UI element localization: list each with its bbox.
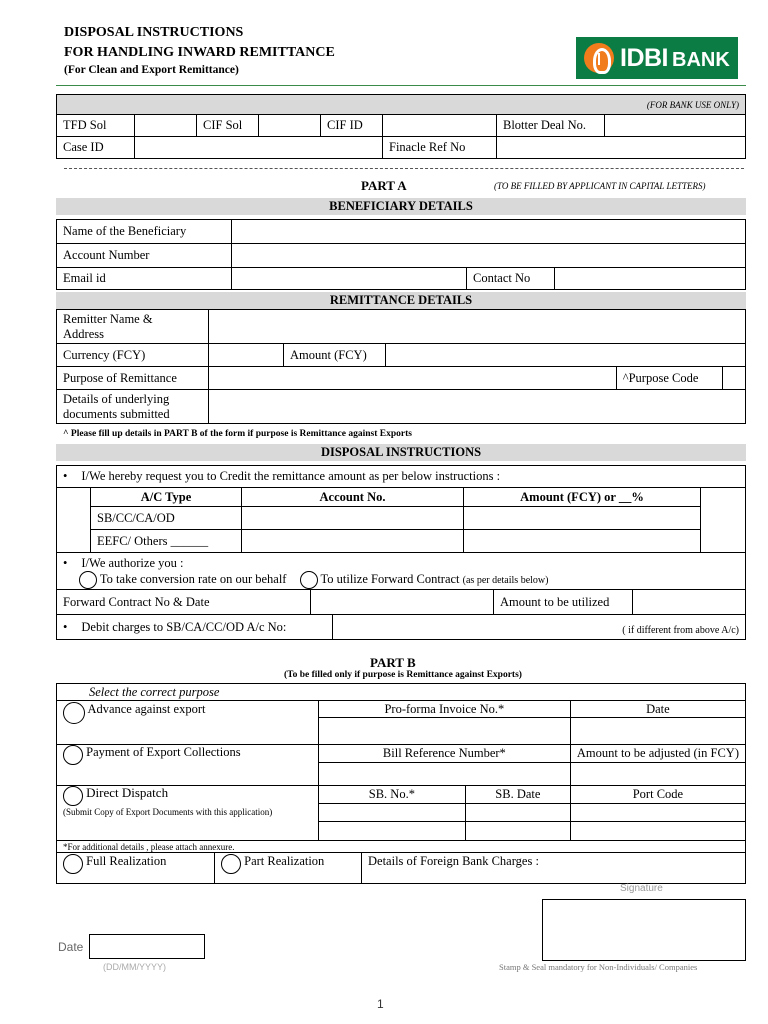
forward-no-label: Forward Contract No & Date bbox=[57, 590, 311, 615]
proforma-field[interactable] bbox=[318, 718, 570, 745]
part-b-footnote: ^ Please fill up details in PART B of the form if purpose is Remittance against Exports bbox=[63, 429, 412, 439]
port-code-field-1[interactable] bbox=[570, 804, 745, 822]
sb-no-label: SB. No.* bbox=[318, 786, 465, 804]
bank-logo-text: IDBI bbox=[620, 43, 668, 72]
docs-field[interactable] bbox=[209, 390, 746, 424]
forward-no-field[interactable] bbox=[311, 590, 494, 615]
realization-table bbox=[56, 852, 746, 884]
part-a-note: (TO BE FILLED BY APPLICANT IN CAPITAL LETTERS) bbox=[494, 181, 706, 191]
date-footer-label: Date bbox=[58, 940, 84, 954]
amount-adjusted-field[interactable] bbox=[570, 763, 745, 786]
cif-sol-field[interactable] bbox=[259, 115, 321, 137]
remitter-name-label-1: Remitter Name & bbox=[63, 311, 153, 326]
amount-field-2[interactable] bbox=[464, 530, 701, 553]
direct-dispatch-note: (Submit Copy of Export Documents with this application) bbox=[63, 807, 273, 817]
cif-id-label: CIF ID bbox=[321, 115, 383, 137]
tfd-sol-field[interactable] bbox=[135, 115, 197, 137]
stamp-note: Stamp & Seal mandatory for Non-Individuals/ Companies bbox=[499, 962, 698, 972]
sb-no-field-1[interactable] bbox=[318, 804, 465, 822]
forward-contract-label: To utilize Forward Contract bbox=[320, 572, 460, 586]
part-a-heading: PART A bbox=[361, 178, 407, 193]
finacle-label: Finacle Ref No bbox=[383, 137, 497, 159]
bank-use-table bbox=[56, 94, 746, 159]
debit-table bbox=[56, 614, 746, 640]
authorize-text: • I/We authorize you : bbox=[63, 556, 183, 570]
amount-utilized-field[interactable] bbox=[633, 590, 746, 615]
remittance-band: REMITTANCE DETAILS bbox=[56, 292, 746, 309]
remitter-name-field[interactable] bbox=[209, 310, 746, 344]
part-b-table bbox=[56, 683, 746, 854]
disposal-table bbox=[56, 465, 746, 553]
account-number-field[interactable] bbox=[232, 244, 746, 268]
part-realization-radio[interactable] bbox=[221, 854, 241, 874]
ac-type-eefc: EEFC/ Others ______ bbox=[91, 530, 242, 553]
sb-date-field-1[interactable] bbox=[465, 804, 570, 822]
purpose-field[interactable] bbox=[209, 367, 617, 390]
payment-radio[interactable] bbox=[63, 745, 83, 765]
bank-use-note: (FOR BANK USE ONLY) bbox=[57, 95, 746, 115]
col-amount: Amount (FCY) or __% bbox=[464, 488, 701, 507]
request-text: • I/We hereby request you to Credit the remittance amount as per below instructions : bbox=[63, 469, 500, 483]
case-id-field[interactable] bbox=[135, 137, 383, 159]
amount-field[interactable] bbox=[386, 344, 746, 367]
ac-type-sb: SB/CC/CA/OD bbox=[91, 507, 242, 530]
forward-contract-radio[interactable] bbox=[300, 571, 318, 589]
foreign-charges-field[interactable] bbox=[362, 853, 746, 884]
date-format-hint: (DD/MM/YYYY) bbox=[103, 962, 166, 972]
blotter-label: Blotter Deal No. bbox=[497, 115, 605, 137]
sb-no-field-2[interactable] bbox=[318, 822, 465, 841]
disposal-band: DISPOSAL INSTRUCTIONS bbox=[56, 444, 746, 461]
email-label: Email id bbox=[57, 268, 232, 290]
blotter-field[interactable] bbox=[605, 115, 746, 137]
bank-logo-icon bbox=[584, 43, 614, 73]
debit-note: ( if different from above A/c) bbox=[622, 625, 739, 636]
advance-label: Advance against export bbox=[87, 702, 206, 716]
cif-id-field[interactable] bbox=[383, 115, 497, 137]
debit-label: • Debit charges to SB/CA/CC/OD A/c No: bbox=[63, 620, 286, 634]
date-label: Date bbox=[570, 701, 745, 718]
bank-logo bbox=[576, 37, 738, 79]
col-account-no: Account No. bbox=[242, 488, 464, 507]
contact-label: Contact No bbox=[467, 268, 555, 290]
account-no-field-1[interactable] bbox=[242, 507, 464, 530]
purpose-code-label: ^Purpose Code bbox=[616, 367, 722, 390]
finacle-field[interactable] bbox=[497, 137, 746, 159]
currency-field[interactable] bbox=[209, 344, 284, 367]
cif-sol-label: CIF Sol bbox=[197, 115, 259, 137]
part-realization-label: Part Realization bbox=[244, 854, 325, 868]
proforma-date-field[interactable] bbox=[570, 718, 745, 745]
beneficiary-name-label: Name of the Beneficiary bbox=[57, 220, 232, 244]
signature-box[interactable] bbox=[542, 899, 746, 961]
forward-contract-note: (as per details below) bbox=[462, 575, 549, 586]
conversion-rate-radio[interactable] bbox=[79, 571, 97, 589]
tfd-sol-label: TFD Sol bbox=[57, 115, 135, 137]
amount-label: Amount (FCY) bbox=[284, 344, 386, 367]
amount-utilized-label: Amount to be utilized bbox=[494, 590, 633, 615]
contact-field[interactable] bbox=[555, 268, 746, 290]
select-purpose: Select the correct purpose bbox=[57, 684, 746, 701]
remitter-name-label-2: Address bbox=[63, 326, 104, 341]
email-field[interactable] bbox=[232, 268, 467, 290]
date-footer-field[interactable] bbox=[89, 934, 205, 959]
col-ac-type: A/C Type bbox=[91, 488, 242, 507]
direct-dispatch-label: Direct Dispatch bbox=[86, 785, 169, 800]
page-number: 1 bbox=[377, 997, 384, 1011]
form-title-line1: DISPOSAL INSTRUCTIONS bbox=[64, 25, 244, 40]
sb-date-label: SB. Date bbox=[465, 786, 570, 804]
beneficiary-table bbox=[56, 219, 746, 290]
account-no-field-2[interactable] bbox=[242, 530, 464, 553]
payment-label: Payment of Export Collections bbox=[86, 745, 241, 759]
full-realization-radio[interactable] bbox=[63, 854, 83, 874]
proforma-label: Pro-forma Invoice No.* bbox=[318, 701, 570, 718]
currency-label: Currency (FCY) bbox=[57, 344, 209, 367]
part-b-note: (To be filled only if purpose is Remittance against Exports) bbox=[284, 670, 522, 680]
sb-date-field-2[interactable] bbox=[465, 822, 570, 841]
beneficiary-name-field[interactable] bbox=[232, 220, 746, 244]
purpose-code-field[interactable] bbox=[722, 367, 745, 390]
foreign-charges-label: Details of Foreign Bank Charges : bbox=[368, 854, 539, 868]
docs-label-2: documents submitted bbox=[63, 406, 170, 421]
case-id-label: Case ID bbox=[57, 137, 135, 159]
port-code-label: Port Code bbox=[570, 786, 745, 804]
full-realization-label: Full Realization bbox=[86, 854, 167, 868]
bill-ref-label: Bill Reference Number* bbox=[318, 745, 570, 763]
authorize-table bbox=[56, 552, 746, 615]
debit-field[interactable] bbox=[333, 615, 746, 640]
form-title-line2: FOR HANDLING INWARD REMITTANCE bbox=[64, 45, 335, 60]
amount-adjusted-label: Amount to be adjusted (in FCY) bbox=[570, 745, 745, 763]
docs-label-1: Details of underlying bbox=[63, 391, 170, 406]
header-divider bbox=[56, 85, 746, 86]
cut-line bbox=[64, 168, 744, 169]
port-code-field-2[interactable] bbox=[570, 822, 745, 841]
form-subtitle: (For Clean and Export Remittance) bbox=[64, 64, 239, 76]
purpose-label: Purpose of Remittance bbox=[57, 367, 209, 390]
annexure-note: *For additional details , please attach annexure. bbox=[57, 841, 746, 854]
bank-logo-suffix: BANK bbox=[672, 48, 730, 71]
part-b-heading: PART B bbox=[370, 655, 416, 670]
account-number-label: Account Number bbox=[57, 244, 232, 268]
beneficiary-band: BENEFICIARY DETAILS bbox=[56, 198, 746, 215]
amount-field-1[interactable] bbox=[464, 507, 701, 530]
advance-radio[interactable] bbox=[63, 702, 85, 724]
remittance-table bbox=[56, 309, 746, 424]
direct-dispatch-radio[interactable] bbox=[63, 786, 83, 806]
signature-label: Signature bbox=[620, 883, 663, 894]
conversion-rate-label: To take conversion rate on our behalf bbox=[99, 572, 287, 586]
bill-ref-field[interactable] bbox=[318, 763, 570, 786]
